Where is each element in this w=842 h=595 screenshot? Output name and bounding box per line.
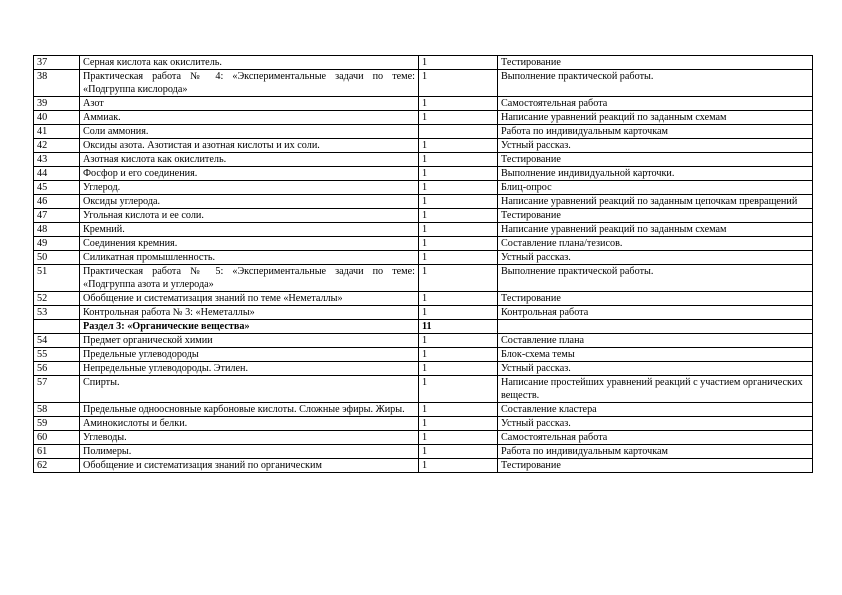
control-form-cell xyxy=(498,320,813,334)
control-form-cell: Работа по индивидуальным карточкам xyxy=(498,125,813,139)
lesson-number-cell: 55 xyxy=(34,348,80,362)
lesson-topic-cell: Контрольная работа № 3: «Неметаллы» xyxy=(80,306,419,320)
table-row xyxy=(34,403,813,417)
lesson-hours-cell: 1 xyxy=(419,139,498,153)
control-form-cell: Тестирование xyxy=(498,292,813,306)
lesson-number-cell: 62 xyxy=(34,459,80,473)
lesson-topic-cell: Азотная кислота как окислитель. xyxy=(80,153,419,167)
table-row xyxy=(34,251,813,265)
lesson-topic-cell: Углеводы. xyxy=(80,431,419,445)
control-form-cell: Самостоятельная работа xyxy=(498,97,813,111)
lesson-number-cell: 59 xyxy=(34,417,80,431)
control-form-cell: Написание уравнений реакций по заданным схемам xyxy=(498,111,813,125)
table-row xyxy=(34,195,813,209)
control-form-cell: Работа по индивидуальным карточкам xyxy=(498,445,813,459)
lesson-topic-cell: Обобщение и систематизация знаний по теме «Неметаллы» xyxy=(80,292,419,306)
control-form-cell: Тестирование xyxy=(498,153,813,167)
lesson-hours-cell: 1 xyxy=(419,292,498,306)
lesson-topic-cell: Предельные одноосновные карбоновые кислоты. Сложные эфиры. Жиры. xyxy=(80,403,419,417)
lesson-number-cell: 51 xyxy=(34,265,80,292)
lesson-hours-cell: 1 xyxy=(419,223,498,237)
lesson-topic-cell: Серная кислота как окислитель. xyxy=(80,56,419,70)
lesson-hours-cell: 1 xyxy=(419,167,498,181)
lesson-number-cell: 41 xyxy=(34,125,80,139)
lesson-topic-cell: Оксиды азота. Азотистая и азотная кислоты и их соли. xyxy=(80,139,419,153)
table-row xyxy=(34,348,813,362)
control-form-cell: Тестирование xyxy=(498,209,813,223)
lesson-topic-cell: Полимеры. xyxy=(80,445,419,459)
lesson-number-cell: 44 xyxy=(34,167,80,181)
lesson-number-cell xyxy=(34,320,80,334)
table-row xyxy=(34,167,813,181)
lesson-topic-cell: Практическая работа № 5: «Экспериментальные задачи по теме: «Подгруппа азота и углерода» xyxy=(80,265,419,292)
lesson-topic-cell: Оксиды углерода. xyxy=(80,195,419,209)
lesson-topic-cell: Аминокислоты и белки. xyxy=(80,417,419,431)
lesson-hours-cell: 1 xyxy=(419,306,498,320)
table-row xyxy=(34,181,813,195)
lesson-plan-table xyxy=(33,55,813,473)
lesson-topic-cell: Кремний. xyxy=(80,223,419,237)
table-row xyxy=(34,56,813,70)
control-form-cell: Тестирование xyxy=(498,459,813,473)
lesson-number-cell: 50 xyxy=(34,251,80,265)
table-row xyxy=(34,417,813,431)
lesson-topic-cell: Непредельные углеводороды. Этилен. xyxy=(80,362,419,376)
lesson-number-cell: 53 xyxy=(34,306,80,320)
control-form-cell: Контрольная работа xyxy=(498,306,813,320)
table-row xyxy=(34,223,813,237)
lesson-number-cell: 39 xyxy=(34,97,80,111)
table-row xyxy=(34,70,813,97)
control-form-cell: Написание уравнений реакций по заданным цепочкам превращений xyxy=(498,195,813,209)
lesson-hours-cell: 1 xyxy=(419,111,498,125)
lesson-topic-cell: Аммиак. xyxy=(80,111,419,125)
lesson-hours-cell: 1 xyxy=(419,445,498,459)
lesson-topic-cell: Раздел 3: «Органические вещества» xyxy=(80,320,419,334)
table-row xyxy=(34,139,813,153)
table-row xyxy=(34,111,813,125)
lesson-number-cell: 54 xyxy=(34,334,80,348)
control-form-cell: Устный рассказ. xyxy=(498,362,813,376)
lesson-hours-cell: 1 xyxy=(419,153,498,167)
lesson-hours-cell: 1 xyxy=(419,362,498,376)
lesson-hours-cell: 1 xyxy=(419,417,498,431)
lesson-number-cell: 52 xyxy=(34,292,80,306)
control-form-cell: Составление плана xyxy=(498,334,813,348)
lesson-topic-cell: Спирты. xyxy=(80,376,419,403)
control-form-cell: Выполнение индивидуальной карточки. xyxy=(498,167,813,181)
table-row xyxy=(34,459,813,473)
table-row xyxy=(34,334,813,348)
lesson-number-cell: 46 xyxy=(34,195,80,209)
lesson-topic-cell: Азот xyxy=(80,97,419,111)
lesson-hours-cell: 1 xyxy=(419,459,498,473)
table-row xyxy=(34,265,813,292)
lesson-hours-cell: 1 xyxy=(419,209,498,223)
table-row xyxy=(34,125,813,139)
lesson-hours-cell: 1 xyxy=(419,251,498,265)
lesson-hours-cell: 1 xyxy=(419,431,498,445)
lesson-number-cell: 47 xyxy=(34,209,80,223)
lesson-hours-cell: 1 xyxy=(419,334,498,348)
lesson-number-cell: 60 xyxy=(34,431,80,445)
table-row xyxy=(34,237,813,251)
lesson-number-cell: 56 xyxy=(34,362,80,376)
control-form-cell: Устный рассказ. xyxy=(498,417,813,431)
lesson-topic-cell: Силикатная промышленность. xyxy=(80,251,419,265)
lesson-hours-cell: 1 xyxy=(419,70,498,97)
table-row xyxy=(34,292,813,306)
table-row xyxy=(34,362,813,376)
control-form-cell: Написание простейших уравнений реакций с участием органических веществ. xyxy=(498,376,813,403)
control-form-cell: Устный рассказ. xyxy=(498,139,813,153)
lesson-number-cell: 58 xyxy=(34,403,80,417)
lesson-hours-cell: 1 xyxy=(419,403,498,417)
lesson-hours-cell: 1 xyxy=(419,56,498,70)
table-row xyxy=(34,445,813,459)
lesson-hours-cell: 1 xyxy=(419,265,498,292)
table-row xyxy=(34,153,813,167)
table-body xyxy=(34,56,813,473)
lesson-number-cell: 40 xyxy=(34,111,80,125)
lesson-topic-cell: Предельные углеводороды xyxy=(80,348,419,362)
lesson-number-cell: 57 xyxy=(34,376,80,403)
lesson-hours-cell: 1 xyxy=(419,97,498,111)
lesson-hours-cell: 1 xyxy=(419,376,498,403)
lesson-topic-cell: Предмет органической химии xyxy=(80,334,419,348)
control-form-cell: Устный рассказ. xyxy=(498,251,813,265)
lesson-topic-cell: Соли аммония. xyxy=(80,125,419,139)
control-form-cell: Блиц-опрос xyxy=(498,181,813,195)
control-form-cell: Выполнение практической работы. xyxy=(498,265,813,292)
lesson-topic-cell: Углерод. xyxy=(80,181,419,195)
control-form-cell: Самостоятельная работа xyxy=(498,431,813,445)
lesson-topic-cell: Обобщение и систематизация знаний по органическим xyxy=(80,459,419,473)
table-row xyxy=(34,376,813,403)
lesson-hours-cell xyxy=(419,125,498,139)
lesson-number-cell: 48 xyxy=(34,223,80,237)
control-form-cell: Составление плана/тезисов. xyxy=(498,237,813,251)
lesson-number-cell: 38 xyxy=(34,70,80,97)
lesson-topic-cell: Угольная кислота и ее соли. xyxy=(80,209,419,223)
control-form-cell: Написание уравнений реакций по заданным схемам xyxy=(498,223,813,237)
control-form-cell: Составление кластера xyxy=(498,403,813,417)
table-row xyxy=(34,431,813,445)
lesson-number-cell: 61 xyxy=(34,445,80,459)
table-row xyxy=(34,209,813,223)
control-form-cell: Блок-схема темы xyxy=(498,348,813,362)
lesson-number-cell: 37 xyxy=(34,56,80,70)
lesson-number-cell: 43 xyxy=(34,153,80,167)
table-row xyxy=(34,97,813,111)
lesson-number-cell: 42 xyxy=(34,139,80,153)
lesson-number-cell: 49 xyxy=(34,237,80,251)
section-row xyxy=(34,320,813,334)
control-form-cell: Выполнение практической работы. xyxy=(498,70,813,97)
lesson-hours-cell: 1 xyxy=(419,181,498,195)
lesson-topic-cell: Фосфор и его соединения. xyxy=(80,167,419,181)
table-row xyxy=(34,306,813,320)
lesson-hours-cell: 1 xyxy=(419,237,498,251)
lesson-topic-cell: Соединения кремния. xyxy=(80,237,419,251)
lesson-hours-cell: 11 xyxy=(419,320,498,334)
lesson-hours-cell: 1 xyxy=(419,195,498,209)
lesson-hours-cell: 1 xyxy=(419,348,498,362)
control-form-cell: Тестирование xyxy=(498,56,813,70)
lesson-topic-cell: Практическая работа № 4: «Экспериментальные задачи по теме: «Подгруппа кислорода» xyxy=(80,70,419,97)
lesson-number-cell: 45 xyxy=(34,181,80,195)
